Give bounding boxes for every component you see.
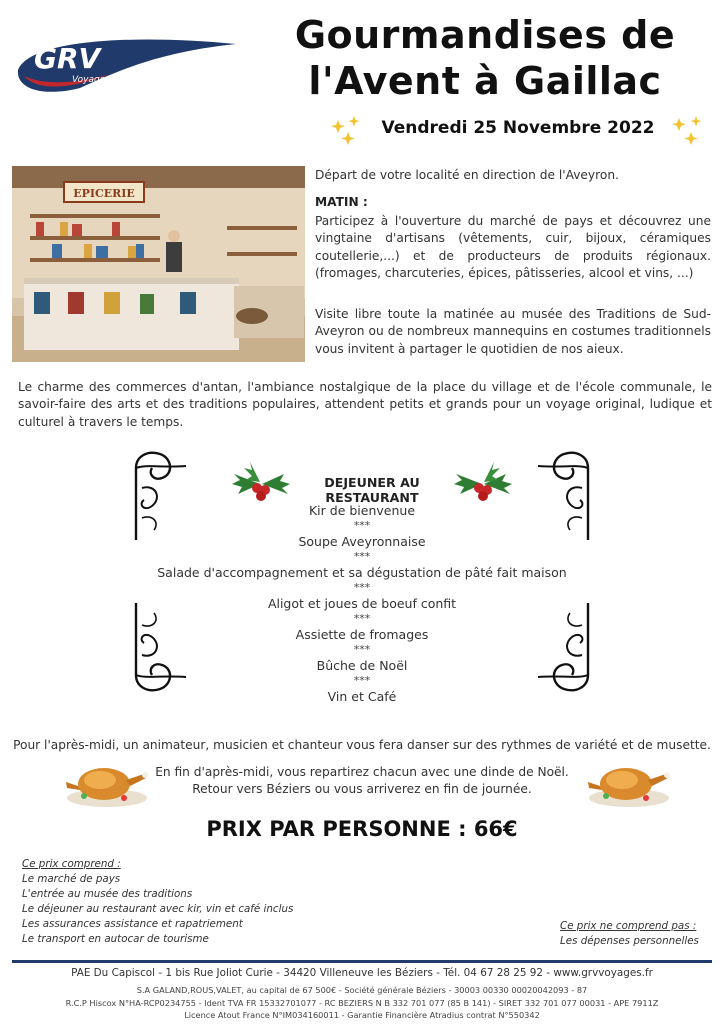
evening-line: En fin d'après-midi, vous repartirez chacun avec une dinde de Noël. xyxy=(155,765,569,779)
footer-legal xyxy=(12,984,712,1022)
evening-text xyxy=(150,764,574,799)
morning-heading: MATIN : xyxy=(315,195,368,209)
grocery-store-photo xyxy=(12,166,305,362)
menu-separator: *** xyxy=(353,580,371,594)
list-item: Le déjeuner au restaurant avec kir, vin et café inclus xyxy=(22,903,294,915)
list-item: L'entrée au musée des traditions xyxy=(22,888,193,900)
roast-turkey-icon xyxy=(586,752,672,810)
star-cluster-icon xyxy=(669,112,705,146)
event-date-row xyxy=(330,112,705,146)
price-per-person: PRIX PAR PERSONNE : 66€ xyxy=(206,817,518,841)
menu-item: Kir de bienvenue xyxy=(308,503,416,518)
footer-divider xyxy=(12,960,712,963)
menu-separator: *** xyxy=(353,518,371,532)
morning-text: Participez à l'ouverture du marché de pays et découvrez une vingtaine d'artisans (vêtements, cuir, bijoux, céramiques coutellerie,...) et de producteurs de produits régionaux. (fromages, charcuteries, épices, pâtisseries, alcool et vins, ...) xyxy=(315,214,711,281)
excludes-heading: Ce prix ne comprend pas : xyxy=(560,920,697,932)
evening-line: Retour vers Béziers ou vous arriverez en fin de journée. xyxy=(192,782,532,797)
lunch-menu xyxy=(150,503,574,705)
lunch-title: DEJEUNER AU RESTAURANT xyxy=(324,475,420,505)
svg-text:Voyages: Voyages xyxy=(72,75,110,85)
list-item: Les assurances assistance et rapatriement xyxy=(22,918,243,930)
includes-list xyxy=(22,857,352,947)
grv-logo xyxy=(10,30,238,100)
svg-text:EPICERIE: EPICERIE xyxy=(73,187,135,200)
menu-item: Bûche de Noël xyxy=(316,658,408,673)
afternoon-text: Pour l'après-midi, un animateur, musicien et chanteur vous fera danser sur des rythmes de variété et de musette. xyxy=(13,738,711,752)
menu-separator: *** xyxy=(353,673,371,687)
excludes-list xyxy=(560,919,720,949)
departure-text: Départ de votre localité en direction de l'Aveyron. xyxy=(315,168,619,182)
footer-legal-line: S.A GALAND,ROUS,VALET, au capital de 67 500€ - Société générale Béziers - 30003 00330 00020042093 - 87 xyxy=(136,985,588,995)
menu-item: Aligot et joues de boeuf confit xyxy=(267,596,457,611)
menu-item: Salade d'accompagnement et sa dégustation de pâté fait maison xyxy=(157,565,567,580)
menu-item: Vin et Café xyxy=(327,689,397,704)
svg-text:GRV: GRV xyxy=(34,42,101,75)
title-line-1: Gourmandises de xyxy=(294,13,676,57)
list-item: Le transport en autocar de tourisme xyxy=(22,933,209,945)
star-cluster-icon xyxy=(330,112,366,146)
list-item: Le marché de pays xyxy=(22,873,121,885)
charm-text: Le charme des commerces d'antan, l'ambiance nostalgique de la place du village et de l'école communale, le savoir-faire des arts et des traditions populaires, attendent petits et grands pour un voyage original, ludique et culturel à travers le temps. xyxy=(18,380,712,429)
footer-legal-line: Licence Atout France N°IM034160011 - Garantie Financière Atradius contrat N°550342 xyxy=(184,1010,540,1020)
list-item: Les dépenses personnelles xyxy=(560,935,699,947)
menu-separator: *** xyxy=(353,611,371,625)
menu-item: Soupe Aveyronnaise xyxy=(298,534,426,549)
footer-legal-line: R.C.P Hiscox N°HA-RCP0234755 - Ident TVA FR 15332701077 - RC BEZIERS N B 332 701 077 (85 B 141) - SIRET 332 701 077 00031 - APE 7911Z xyxy=(65,997,659,1008)
page-title xyxy=(270,12,700,104)
menu-separator: *** xyxy=(353,642,371,656)
includes-heading: Ce prix comprend : xyxy=(22,858,121,870)
event-date: Vendredi 25 Novembre 2022 xyxy=(381,118,655,138)
title-line-2: l'Avent à Gaillac xyxy=(308,59,662,103)
menu-item: Assiette de fromages xyxy=(295,627,429,642)
menu-separator: *** xyxy=(353,549,371,563)
roast-turkey-icon xyxy=(64,752,150,810)
footer-address: PAE Du Capiscol - 1 bis Rue Joliot Curie - 34420 Villeneuve les Béziers - Tél. 04 67 28 25 92 - www.grvvoyages.fr xyxy=(71,967,653,979)
museum-visit-text: Visite libre toute la matinée au musée des Traditions de Sud-Aveyron ou de nombreux mannequins en costumes traditionnels vous invitent à partager le quotidien de nos aieux. xyxy=(315,307,711,356)
